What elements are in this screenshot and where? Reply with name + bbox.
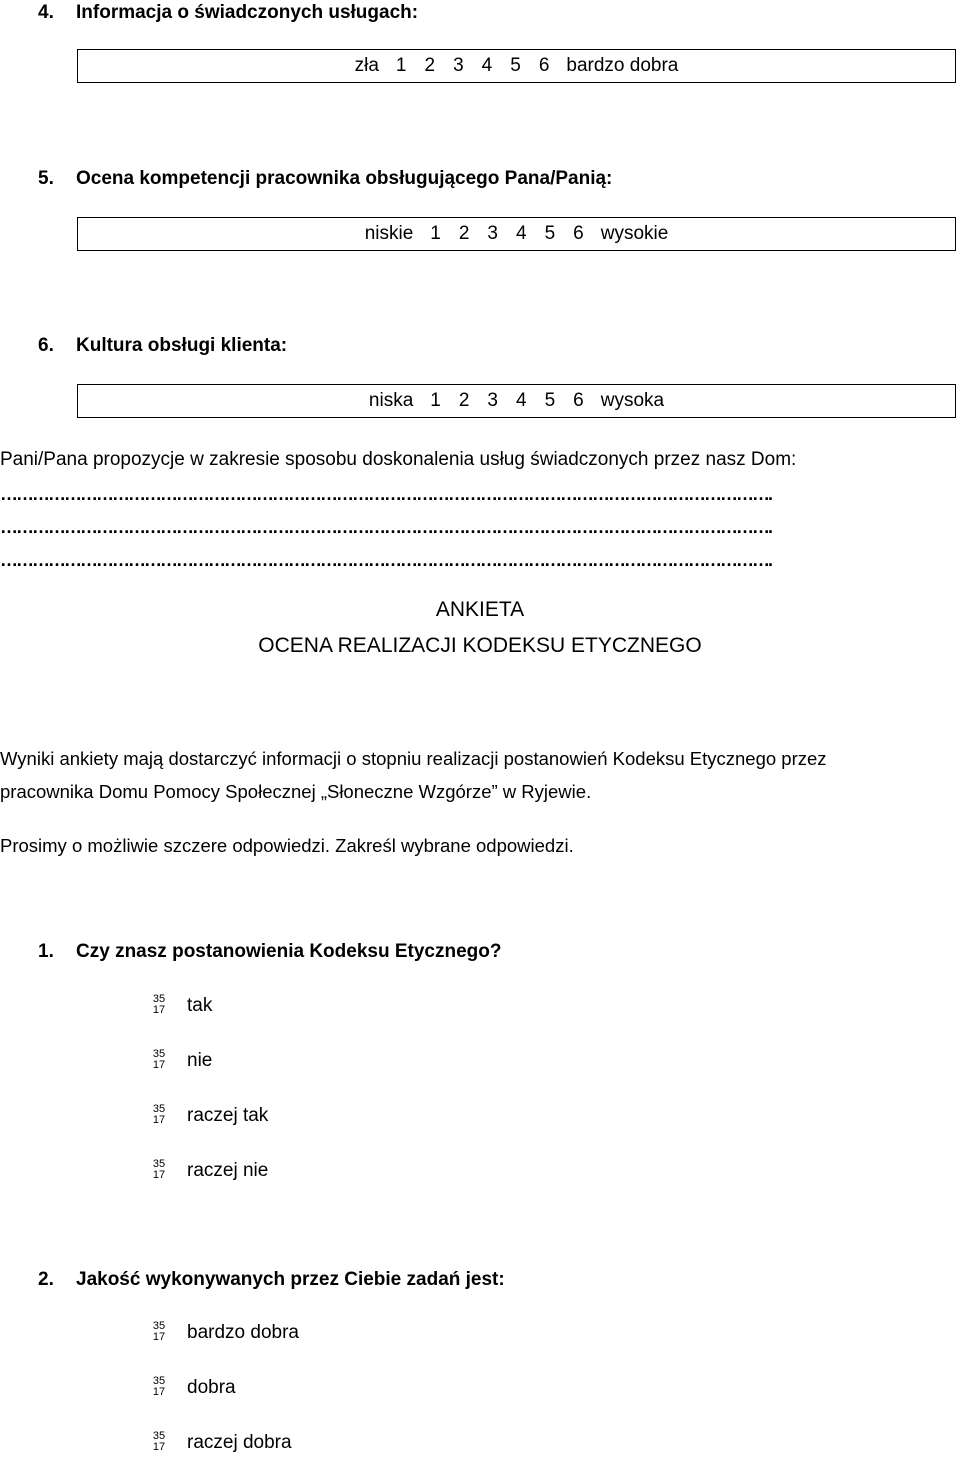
scale-low-label: zła (354, 55, 379, 76)
rating-scale-q5[interactable] (77, 217, 956, 251)
scale-high-label: wysoka (600, 390, 665, 411)
question-number: 1. (38, 941, 54, 962)
option-label: tak (187, 995, 213, 1016)
proposal-line-3[interactable]: ………………………………………………………………………………………………………………………………. (0, 550, 772, 570)
scale-option[interactable]: 4 (516, 390, 527, 411)
option-label: bardzo dobra (187, 1322, 299, 1343)
checkbox-icon[interactable]: 35 17 (152, 1320, 166, 1343)
checkbox-icon[interactable]: 35 17 (152, 1158, 166, 1181)
scale-option[interactable]: 3 (487, 390, 498, 411)
checkbox-icon[interactable]: 35 17 (152, 1430, 166, 1453)
scale-option[interactable]: 1 (395, 55, 407, 76)
scale-option[interactable]: 4 (516, 223, 527, 244)
scale-high-label: wysokie (600, 223, 669, 244)
option-label: dobra (187, 1377, 236, 1398)
scale-low-label: niska (368, 390, 414, 411)
checkbox-icon[interactable]: 35 17 (152, 1048, 166, 1071)
scale-low-label: niskie (364, 223, 414, 244)
proposal-line-1[interactable]: ………………………………………………………………………………………………………………………………. (0, 484, 772, 504)
question-number: 6. (38, 335, 54, 356)
scale-option[interactable]: 4 (481, 55, 493, 76)
scale-high-label: bardzo dobra (566, 55, 679, 76)
scale-option[interactable]: 2 (424, 55, 436, 76)
proposal-prompt: Pani/Pana propozycje w zakresie sposobu doskonalenia usług świadczonych przez nasz Dom: (0, 449, 797, 470)
checkbox-icon[interactable]: 35 17 (152, 1103, 166, 1126)
scale-option[interactable]: 6 (538, 55, 550, 76)
proposal-line-2[interactable]: ………………………………………………………………………………………………………………………………. (0, 517, 772, 537)
scale-option[interactable]: 3 (487, 223, 498, 244)
question-text: Informacja o świadczonych usługach: (76, 2, 419, 23)
question-number: 4. (38, 2, 54, 23)
option-label: raczej nie (187, 1160, 269, 1181)
option-label: nie (187, 1050, 213, 1071)
checkbox-icon[interactable]: 35 17 (152, 1375, 166, 1398)
survey-intro-line-1: Wyniki ankiety mają dostarczyć informacji o stopniu realizacji postanowień Kodeksu Etycznego przez (0, 748, 827, 769)
scale-option[interactable]: 1 (430, 390, 441, 411)
scale-option[interactable]: 5 (544, 223, 556, 244)
scale-option[interactable]: 6 (573, 223, 584, 244)
option-label: raczej tak (187, 1105, 269, 1126)
survey-instruction: Prosimy o możliwie szczere odpowiedzi. Zakreśl wybrane odpowiedzi. (0, 835, 574, 856)
survey-intro-line-2: pracownika Domu Pomocy Społecznej „Słoneczne Wzgórze” w Ryjewie. (0, 781, 592, 802)
scale-option[interactable]: 1 (430, 223, 441, 244)
survey-title: ANKIETA (435, 598, 525, 621)
option-label: raczej dobra (187, 1432, 292, 1453)
scale-option[interactable]: 2 (458, 223, 470, 244)
question-text: Jakość wykonywanych przez Ciebie zadań jest: (76, 1269, 505, 1290)
scale-option[interactable]: 5 (510, 55, 521, 76)
question-number: 5. (38, 168, 54, 189)
rating-scale-q4[interactable] (77, 49, 956, 83)
survey-subtitle: OCENA REALIZACJI KODEKSU ETYCZNEGO (258, 634, 702, 657)
scale-option[interactable]: 2 (458, 390, 470, 411)
question-text: Ocena kompetencji pracownika obsługującego Pana/Panią: (76, 168, 613, 189)
rating-scale-q6[interactable] (77, 384, 956, 418)
question-text: Czy znasz postanowienia Kodeksu Etycznego? (76, 941, 502, 962)
checkbox-icon[interactable]: 35 17 (152, 993, 166, 1016)
question-text: Kultura obsługi klienta: (76, 335, 288, 356)
scale-option[interactable]: 5 (544, 390, 556, 411)
scale-option[interactable]: 6 (573, 390, 584, 411)
question-number: 2. (38, 1269, 54, 1290)
scale-option[interactable]: 3 (453, 55, 464, 76)
